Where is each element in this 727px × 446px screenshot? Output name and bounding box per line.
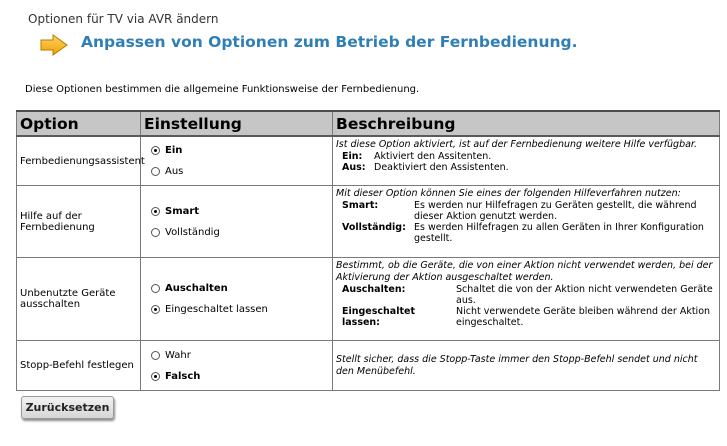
radio-button-checked[interactable] <box>151 207 160 216</box>
table-row-unused-devices <box>17 258 720 341</box>
intro-text: Diese Optionen bestimmen die allgemeine Funktionsweise der Fernbedienung. <box>25 84 420 95</box>
header-setting: Einstellung <box>141 111 333 136</box>
description-items <box>342 200 716 244</box>
radio-option-wahr[interactable] <box>151 345 322 366</box>
page-heading: Anpassen von Optionen zum Betrieb der Fernbedienung. <box>81 33 578 51</box>
radio-button[interactable] <box>151 167 160 176</box>
radio-label: Eingeschaltet lassen <box>165 304 268 315</box>
right-arrow-icon <box>40 34 68 56</box>
option-name: Unbenutzte Geräte ausschalten <box>17 258 141 341</box>
table-row-help <box>17 186 720 258</box>
description-intro: Bestimmt, ob die Geräte, die von einer Aktion nicht verwendet werden, bei der Aktivierung der Aktion ausgeschaltet werden. <box>336 260 713 283</box>
item-key: Eingeschaltet lassen: <box>342 306 415 328</box>
radio-option-aus[interactable] <box>151 161 322 182</box>
item-key: Aus: <box>342 162 366 173</box>
option-name: Hilfe auf der Fernbedienung <box>17 186 141 258</box>
radio-option-smart[interactable] <box>151 201 322 222</box>
item-text: Deaktiviert den Assistenten. <box>374 162 509 173</box>
header-description: Beschreibung <box>333 111 720 136</box>
radio-button-checked[interactable] <box>151 146 160 155</box>
radio-label: Falsch <box>165 370 201 382</box>
item-key: Vollständig: <box>342 222 406 233</box>
option-name: Fernbedienungsassistent <box>17 136 141 186</box>
options-table <box>16 110 720 391</box>
table-header-row <box>17 111 720 136</box>
page-title: Optionen für TV via AVR ändern <box>28 12 219 26</box>
reset-button[interactable]: Zurücksetzen <box>21 396 114 419</box>
radio-button[interactable] <box>151 351 160 360</box>
radio-button[interactable] <box>151 228 160 237</box>
setting-cell <box>141 136 333 186</box>
description-cell <box>333 186 720 258</box>
radio-option-ein[interactable] <box>151 140 322 161</box>
table-row-assistant <box>17 136 720 186</box>
radio-label: Wahr <box>165 349 191 361</box>
radio-label: Aus <box>165 166 184 177</box>
item-key: Smart: <box>342 200 379 211</box>
radio-option-auschalten[interactable] <box>151 278 322 299</box>
description-intro: Ist diese Option aktiviert, ist auf der Fernbedienung weitere Hilfe verfügbar. <box>336 139 697 150</box>
item-key: Ein: <box>342 151 363 162</box>
item-text: Nicht verwendete Geräte bleiben während der Aktion eingeschaltet. <box>456 306 711 328</box>
header-option: Option <box>17 111 141 136</box>
description-cell <box>333 136 720 186</box>
radio-button[interactable] <box>151 284 160 293</box>
radio-label: Ein <box>165 145 183 156</box>
radio-option-eingeschaltet[interactable] <box>151 299 322 320</box>
item-key: Auschalten: <box>342 284 406 295</box>
option-name: Stopp-Befehl festlegen <box>17 341 141 391</box>
item-text: Aktiviert den Assitenten. <box>374 151 492 162</box>
setting-cell <box>141 258 333 341</box>
radio-label: Auschalten <box>165 283 228 294</box>
radio-label: Smart <box>165 205 200 217</box>
item-text: Es werden nur Hilfefragen zu Geräten gestellt, die während dieser Aktion genutzt werden. <box>414 200 697 222</box>
setting-cell <box>141 341 333 391</box>
description-items <box>342 284 716 328</box>
description-intro: Stellt sicher, dass die Stopp-Taste immer den Stopp-Befehl sendet und nicht den Menübefehl. <box>336 353 698 377</box>
description-cell <box>333 341 720 391</box>
radio-option-vollstaendig[interactable] <box>151 222 322 243</box>
description-intro: Mit dieser Option können Sie eines der folgenden Hilfeverfahren nutzen: <box>336 188 681 199</box>
table-row-stop-command <box>17 341 720 391</box>
radio-option-falsch[interactable] <box>151 366 322 387</box>
radio-label: Vollständig <box>165 226 220 238</box>
item-text: Schaltet die von der Aktion nicht verwendeten Geräte aus. <box>456 284 713 306</box>
item-text: Es werden Hilfefragen zu allen Geräten in Ihrer Konfiguration gestellt. <box>414 222 704 244</box>
setting-cell <box>141 186 333 258</box>
radio-button-checked[interactable] <box>151 305 160 314</box>
radio-button-checked[interactable] <box>151 372 160 381</box>
description-cell <box>333 258 720 341</box>
description-items <box>342 151 716 173</box>
